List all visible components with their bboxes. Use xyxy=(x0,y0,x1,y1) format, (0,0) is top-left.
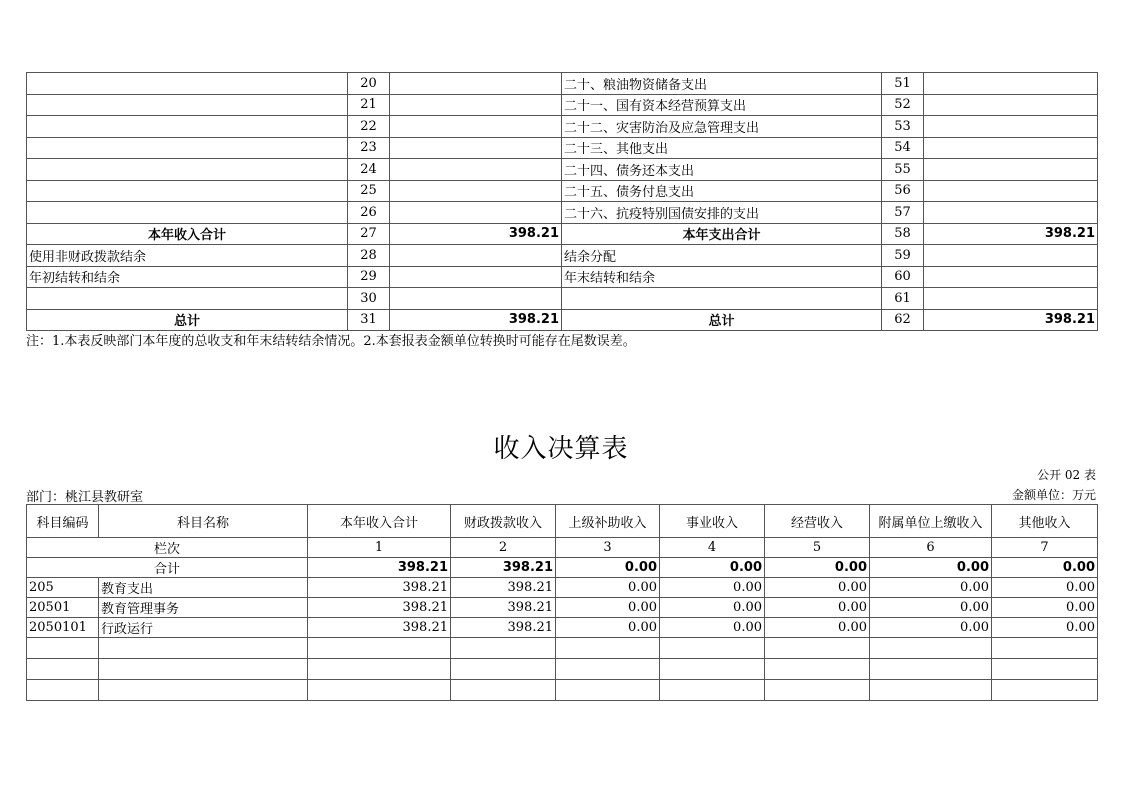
summary-row xyxy=(27,309,1098,331)
empty-cell xyxy=(660,638,765,659)
empty-cell xyxy=(99,638,308,659)
subject-name: 教育管理事务 xyxy=(99,598,308,618)
empty-cell xyxy=(556,680,660,701)
total-value: 0.00 xyxy=(992,558,1098,578)
income-amount xyxy=(390,245,562,267)
income-value: 0.00 xyxy=(765,618,870,638)
income-value: 0.00 xyxy=(556,598,660,618)
income-value: 0.00 xyxy=(765,578,870,598)
total-value: 0.00 xyxy=(870,558,992,578)
empty-cell xyxy=(992,659,1098,680)
expense-amount xyxy=(924,266,1098,288)
empty-cell xyxy=(870,659,992,680)
header-cell: 本年收入合计 xyxy=(308,505,451,538)
summary-note: 注：1.本表反映部门本年度的总收支和年末结转结余情况。2.本套报表金额单位转换时可能存在尾数误差。 xyxy=(26,334,636,349)
income-line-no: 21 xyxy=(348,94,390,116)
summary-row xyxy=(27,180,1098,202)
summary-row xyxy=(27,159,1098,181)
income-item xyxy=(27,94,348,116)
empty-row xyxy=(27,638,1098,659)
expense-line-no: 60 xyxy=(882,266,924,288)
expense-amount xyxy=(924,202,1098,224)
summary-table-body xyxy=(27,73,1098,331)
expense-amount xyxy=(924,73,1098,95)
column-number: 2 xyxy=(451,538,556,558)
expense-line-no: 57 xyxy=(882,202,924,224)
expense-item: 结余分配 xyxy=(562,245,882,267)
expense-line-no: 53 xyxy=(882,116,924,138)
expense-item xyxy=(562,288,882,310)
header-cell: 上级补助收入 xyxy=(556,505,660,538)
income-amount xyxy=(390,137,562,159)
summary-row xyxy=(27,202,1098,224)
income-row xyxy=(27,598,1098,618)
income-value: 398.21 xyxy=(308,578,451,598)
income-line-no: 30 xyxy=(348,288,390,310)
empty-cell xyxy=(451,680,556,701)
income-value: 0.00 xyxy=(992,578,1098,598)
income-item xyxy=(27,137,348,159)
header-cell: 财政拨款收入 xyxy=(451,505,556,538)
subject-name: 行政运行 xyxy=(99,618,308,638)
column-number-label: 栏次 xyxy=(27,538,308,558)
empty-cell xyxy=(992,638,1098,659)
income-value: 0.00 xyxy=(870,598,992,618)
income-item xyxy=(27,202,348,224)
income-amount xyxy=(390,202,562,224)
income-row xyxy=(27,618,1098,638)
income-line-no: 23 xyxy=(348,137,390,159)
amount-unit-label: 金额单位：万元 xyxy=(1011,488,1096,502)
expense-amount xyxy=(924,180,1098,202)
expense-amount xyxy=(924,159,1098,181)
income-line-no: 25 xyxy=(348,180,390,202)
expense-item: 本年支出合计 xyxy=(562,223,882,245)
income-line-no: 26 xyxy=(348,202,390,224)
income-row xyxy=(27,578,1098,598)
income-item xyxy=(27,116,348,138)
income-item: 本年收入合计 xyxy=(27,223,348,245)
expense-item: 二十一、国有资本经营预算支出 xyxy=(562,94,882,116)
expense-line-no: 52 xyxy=(882,94,924,116)
income-header-row xyxy=(27,505,1098,538)
total-value: 0.00 xyxy=(556,558,660,578)
column-number: 4 xyxy=(660,538,765,558)
empty-cell xyxy=(992,680,1098,701)
summary-row xyxy=(27,137,1098,159)
income-line-no: 27 xyxy=(348,223,390,245)
income-item xyxy=(27,73,348,95)
income-value: 0.00 xyxy=(660,598,765,618)
income-amount: 398.21 xyxy=(390,223,562,245)
income-line-no: 29 xyxy=(348,266,390,288)
empty-cell xyxy=(870,638,992,659)
header-cell: 科目编码 xyxy=(27,505,99,538)
income-item: 使用非财政拨款结余 xyxy=(27,245,348,267)
income-amount xyxy=(390,266,562,288)
header-cell: 其他收入 xyxy=(992,505,1098,538)
income-value: 0.00 xyxy=(992,598,1098,618)
income-amount: 398.21 xyxy=(390,309,562,331)
expense-line-no: 59 xyxy=(882,245,924,267)
empty-row xyxy=(27,659,1098,680)
income-item xyxy=(27,180,348,202)
income-value: 398.21 xyxy=(451,618,556,638)
income-table-body xyxy=(27,578,1098,701)
income-table xyxy=(26,504,1098,701)
income-value: 398.21 xyxy=(308,598,451,618)
expense-amount xyxy=(924,288,1098,310)
summary-row xyxy=(27,116,1098,138)
expense-line-no: 54 xyxy=(882,137,924,159)
empty-cell xyxy=(660,680,765,701)
summary-table xyxy=(26,72,1098,331)
income-line-no: 31 xyxy=(348,309,390,331)
empty-cell xyxy=(765,659,870,680)
empty-cell xyxy=(451,638,556,659)
summary-row xyxy=(27,94,1098,116)
empty-cell xyxy=(308,680,451,701)
income-value: 398.21 xyxy=(308,618,451,638)
income-value: 0.00 xyxy=(556,578,660,598)
header-cell: 事业收入 xyxy=(660,505,765,538)
subject-code: 2050101 xyxy=(27,618,99,638)
report-title: 收入决算表 xyxy=(493,434,629,464)
income-item: 年初结转和结余 xyxy=(27,266,348,288)
expense-line-no: 62 xyxy=(882,309,924,331)
expense-line-no: 61 xyxy=(882,288,924,310)
subject-name: 教育支出 xyxy=(99,578,308,598)
expense-amount xyxy=(924,245,1098,267)
empty-cell xyxy=(308,659,451,680)
income-amount xyxy=(390,288,562,310)
income-amount xyxy=(390,180,562,202)
income-total-row xyxy=(27,558,1098,578)
subject-code: 205 xyxy=(27,578,99,598)
income-value: 0.00 xyxy=(556,618,660,638)
header-cell: 经营收入 xyxy=(765,505,870,538)
income-line-no: 28 xyxy=(348,245,390,267)
header-cell: 附属单位上缴收入 xyxy=(870,505,992,538)
empty-cell xyxy=(765,680,870,701)
summary-row xyxy=(27,73,1098,95)
empty-cell xyxy=(765,638,870,659)
income-value: 0.00 xyxy=(765,598,870,618)
empty-cell xyxy=(451,659,556,680)
empty-cell xyxy=(27,680,99,701)
column-number: 6 xyxy=(870,538,992,558)
column-number: 3 xyxy=(556,538,660,558)
empty-cell xyxy=(556,638,660,659)
total-value: 398.21 xyxy=(308,558,451,578)
expense-line-no: 56 xyxy=(882,180,924,202)
summary-row xyxy=(27,223,1098,245)
expense-amount: 398.21 xyxy=(924,309,1098,331)
income-value: 0.00 xyxy=(870,618,992,638)
income-value: 398.21 xyxy=(451,598,556,618)
expense-item: 二十三、其他支出 xyxy=(562,137,882,159)
income-item: 总计 xyxy=(27,309,348,331)
total-label: 合计 xyxy=(27,558,308,578)
income-amount xyxy=(390,159,562,181)
summary-row xyxy=(27,266,1098,288)
column-number: 5 xyxy=(765,538,870,558)
income-line-no: 24 xyxy=(348,159,390,181)
expense-amount: 398.21 xyxy=(924,223,1098,245)
summary-row xyxy=(27,245,1098,267)
form-code: 公开 02 表 xyxy=(1037,468,1096,482)
total-value: 0.00 xyxy=(765,558,870,578)
empty-cell xyxy=(308,638,451,659)
total-value: 398.21 xyxy=(451,558,556,578)
expense-line-no: 51 xyxy=(882,73,924,95)
expense-item: 二十五、债务付息支出 xyxy=(562,180,882,202)
expense-item: 二十六、抗疫特别国债安排的支出 xyxy=(562,202,882,224)
income-value: 0.00 xyxy=(870,578,992,598)
empty-cell xyxy=(27,659,99,680)
department-label: 部门：桃江县教研室 xyxy=(26,490,144,505)
header-cell: 科目名称 xyxy=(99,505,308,538)
expense-line-no: 55 xyxy=(882,159,924,181)
expense-item: 二十四、债务还本支出 xyxy=(562,159,882,181)
expense-amount xyxy=(924,116,1098,138)
empty-row xyxy=(27,680,1098,701)
empty-cell xyxy=(99,680,308,701)
expense-amount xyxy=(924,137,1098,159)
empty-cell xyxy=(870,680,992,701)
expense-line-no: 58 xyxy=(882,223,924,245)
summary-row xyxy=(27,288,1098,310)
column-number-row xyxy=(27,538,1098,558)
empty-cell xyxy=(660,659,765,680)
column-number: 7 xyxy=(992,538,1098,558)
income-item xyxy=(27,159,348,181)
income-value: 0.00 xyxy=(660,578,765,598)
income-value: 0.00 xyxy=(660,618,765,638)
total-value: 0.00 xyxy=(660,558,765,578)
empty-cell xyxy=(99,659,308,680)
column-number: 1 xyxy=(308,538,451,558)
empty-cell xyxy=(556,659,660,680)
income-line-no: 20 xyxy=(348,73,390,95)
expense-item: 总计 xyxy=(562,309,882,331)
empty-cell xyxy=(27,638,99,659)
income-value: 0.00 xyxy=(992,618,1098,638)
subject-code: 20501 xyxy=(27,598,99,618)
income-item xyxy=(27,288,348,310)
expense-item: 二十、粮油物资储备支出 xyxy=(562,73,882,95)
income-amount xyxy=(390,94,562,116)
expense-item: 年末结转和结余 xyxy=(562,266,882,288)
income-line-no: 22 xyxy=(348,116,390,138)
income-value: 398.21 xyxy=(451,578,556,598)
expense-item: 二十二、灾害防治及应急管理支出 xyxy=(562,116,882,138)
income-amount xyxy=(390,116,562,138)
expense-amount xyxy=(924,94,1098,116)
income-amount xyxy=(390,73,562,95)
